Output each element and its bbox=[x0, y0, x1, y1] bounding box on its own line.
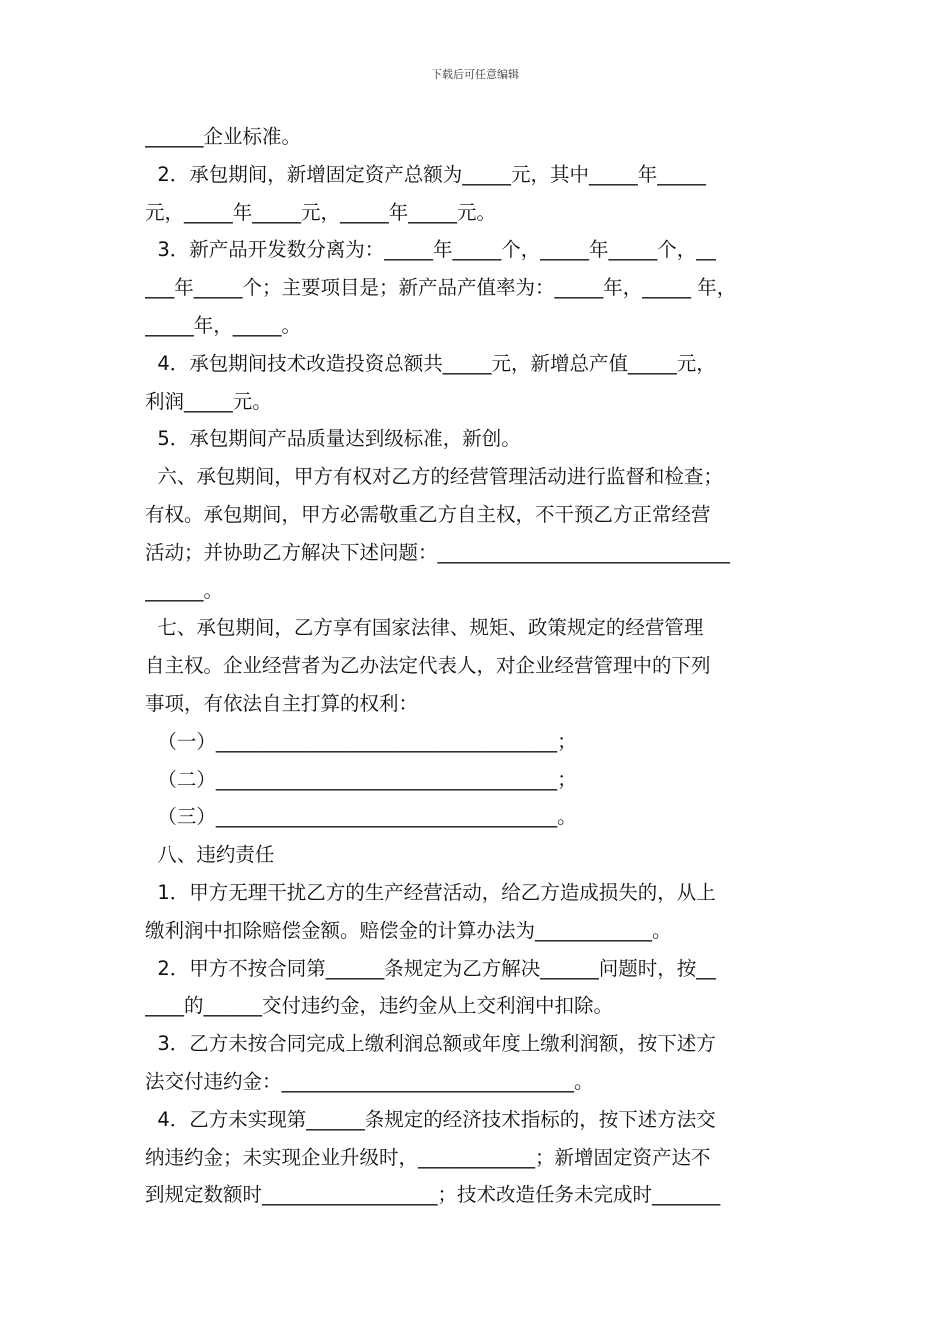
text-line: 到规定数额时__________________；技术改造任务未完成时_______ bbox=[145, 1183, 721, 1207]
text-line: （三）___________________________________。 bbox=[145, 805, 577, 829]
text-line: 法交付违约金：______________________________。 bbox=[145, 1069, 594, 1093]
text-line: ______。 bbox=[145, 578, 224, 602]
text-line: 1．甲方无理干扰乙方的生产经营活动，给乙方造成损失的，从上 bbox=[145, 880, 716, 904]
text-line: ______企业标准。 bbox=[145, 125, 302, 148]
text-line: 有权。承包期间，甲方必需敬重乙方自主权，不干预乙方正常经营 bbox=[145, 502, 711, 526]
text-line: 事项，有依法自主打算的权利： bbox=[145, 691, 419, 715]
text-line: 活动；并协助乙方解决下述问题：______________________________ bbox=[145, 540, 731, 564]
document-body bbox=[145, 118, 810, 1214]
text-line: （一）___________________________________； bbox=[145, 729, 577, 753]
text-line: 自主权。企业经营者为乙办法定代表人，对企业经营管理中的下列 bbox=[145, 654, 711, 678]
page-header: 下载后可任意编辑 bbox=[431, 68, 519, 81]
text-line: （二）___________________________________； bbox=[145, 767, 577, 791]
text-line: 缴利润中扣除赔偿金额。赔偿金的计算办法为____________。 bbox=[145, 918, 672, 942]
text-line: 2．承包期间，新增固定资产总额为_____元，其中_____年_____ bbox=[145, 162, 707, 186]
text-line: 六、承包期间，甲方有权对乙方的经营管理活动进行监督和检查； bbox=[145, 465, 723, 489]
text-line: 4．承包期间技术改造投资总额共_____元，新增总产值_____元， bbox=[145, 351, 716, 375]
text-line: 八、违约责任 bbox=[145, 843, 275, 867]
text-line: ____的______交付违约金，违约金从上交利润中扣除。 bbox=[145, 994, 614, 1018]
text-line: 纳违约金；未实现企业升级时，____________；新增固定资产达不 bbox=[145, 1145, 711, 1169]
text-line: 4．乙方未实现第______条规定的经济技术指标的，按下述方法交 bbox=[145, 1107, 716, 1131]
text-line: 利润_____元。 bbox=[145, 389, 272, 413]
text-line: 2．甲方不按合同第______条规定为乙方解决______问题时，按__ bbox=[145, 956, 716, 980]
text-line: 七、承包期间，乙方享有国家法律、规矩、政策规定的经营管理 bbox=[145, 616, 704, 640]
text-line: _____年，_____。 bbox=[145, 313, 302, 337]
text-line: ___年_____个；主要项目是；新产品产值率为：_____年，_____ 年， bbox=[145, 276, 737, 300]
text-line: 3．新产品开发数分离为：_____年_____个，_____年_____个，__ bbox=[145, 238, 716, 262]
text-line: 元，_____年_____元，_____年_____元。 bbox=[145, 200, 497, 224]
text-line: 3．乙方未按合同完成上缴利润总额或年度上缴利润额，按下述方 bbox=[145, 1032, 716, 1056]
text-line: 5．承包期间产品质量达到级标准，新创。 bbox=[145, 427, 521, 451]
